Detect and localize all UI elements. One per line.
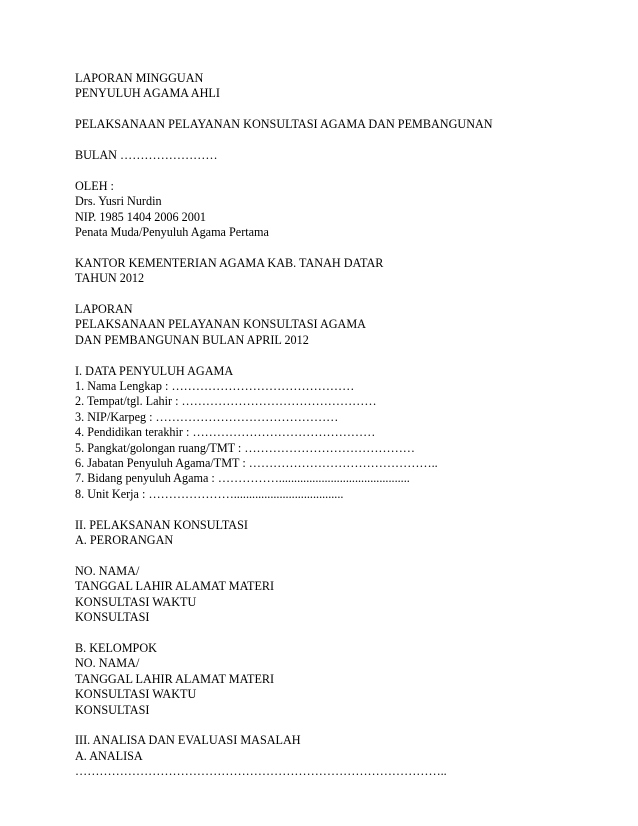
data-item-nama: 1. Nama Lengkap : ………………………………………	[75, 379, 355, 394]
data-item-pendidikan: 4. Pendidikan terakhir : ………………………………………	[75, 425, 376, 440]
author-position: Penata Muda/Penyuluh Agama Pertama	[75, 225, 269, 240]
data-item-bidang: 7. Bidang penyuluh Agama : ……………...........................................	[75, 471, 410, 486]
section-data-penyuluh	[75, 364, 615, 503]
document-body	[75, 71, 615, 795]
data-item-nip: 3. NIP/Karpeg : ………………………………………	[75, 409, 339, 424]
section-3-heading: III. ANALISA DAN EVALUASI MASALAH	[75, 733, 301, 748]
subsection-perorangan: A. PERORANGAN	[75, 533, 174, 548]
table-b-line-4: KONSULTASI	[75, 702, 150, 717]
report-title-line-3: DAN PEMBANGUNAN BULAN APRIL 2012	[75, 332, 309, 347]
data-item-tempat-lahir: 2. Tempat/tgl. Lahir : …………………………………………	[75, 394, 377, 409]
table-b-line-2: TANGGAL LAHIR ALAMAT MATERI	[75, 671, 275, 686]
header-line-2: PENYULUH AGAMA AHLI	[75, 86, 220, 101]
table-b-line-3: KONSULTASI WAKTU	[75, 687, 197, 702]
report-header	[75, 71, 615, 102]
header-line-1: LAPORAN MINGGUAN	[75, 71, 204, 85]
office-year: TAHUN 2012	[75, 271, 145, 286]
table-a-line-2: TANGGAL LAHIR ALAMAT MATERI	[75, 579, 275, 594]
subsection-analisa: A. ANALISA	[75, 748, 143, 763]
author-block	[75, 179, 615, 241]
table-a-line-4: KONSULTASI	[75, 610, 150, 625]
table-perorangan-header	[75, 564, 615, 626]
section-2-heading: II. PELAKSANAN KONSULTASI	[75, 517, 248, 532]
data-item-unit-kerja: 8. Unit Kerja : …………………....................................	[75, 486, 344, 501]
table-a-line-1: NO. NAMA/	[75, 563, 140, 578]
section-analisa	[75, 733, 615, 779]
section-1-heading: I. DATA PENYULUH AGAMA	[75, 363, 234, 378]
report-title	[75, 302, 615, 348]
report-title-line-1: LAPORAN	[75, 302, 133, 317]
report-subject	[75, 117, 615, 132]
author-nip: NIP. 1985 1404 2006 2001	[75, 209, 207, 224]
author-label: OLEH :	[75, 178, 114, 193]
section-konsultasi-heading	[75, 518, 615, 549]
analisa-dots: ………………………………………………………………………………..	[75, 764, 447, 779]
author-name: Drs. Yusri Nurdin	[75, 194, 162, 209]
data-item-jabatan: 6. Jabatan Penyuluh Agama/TMT : ………………………………………..	[75, 456, 438, 471]
table-a-line-3: KONSULTASI WAKTU	[75, 594, 197, 609]
office-name: KANTOR KEMENTERIAN AGAMA KAB. TANAH DATAR	[75, 255, 384, 270]
data-item-pangkat: 5. Pangkat/golongan ruang/TMT : ……………………………………	[75, 440, 415, 455]
subject-line: PELAKSANAAN PELAYANAN KONSULTASI AGAMA DAN PEMBANGUNAN	[75, 117, 493, 132]
report-title-line-2: PELAKSANAAN PELAYANAN KONSULTASI AGAMA	[75, 317, 366, 332]
month-line: BULAN ……………………	[75, 148, 218, 162]
table-kelompok-header	[75, 641, 615, 718]
table-b-line-1: NO. NAMA/	[75, 656, 140, 671]
report-month	[75, 148, 615, 163]
subsection-kelompok: B. KELOMPOK	[75, 640, 157, 655]
office-block	[75, 256, 615, 287]
